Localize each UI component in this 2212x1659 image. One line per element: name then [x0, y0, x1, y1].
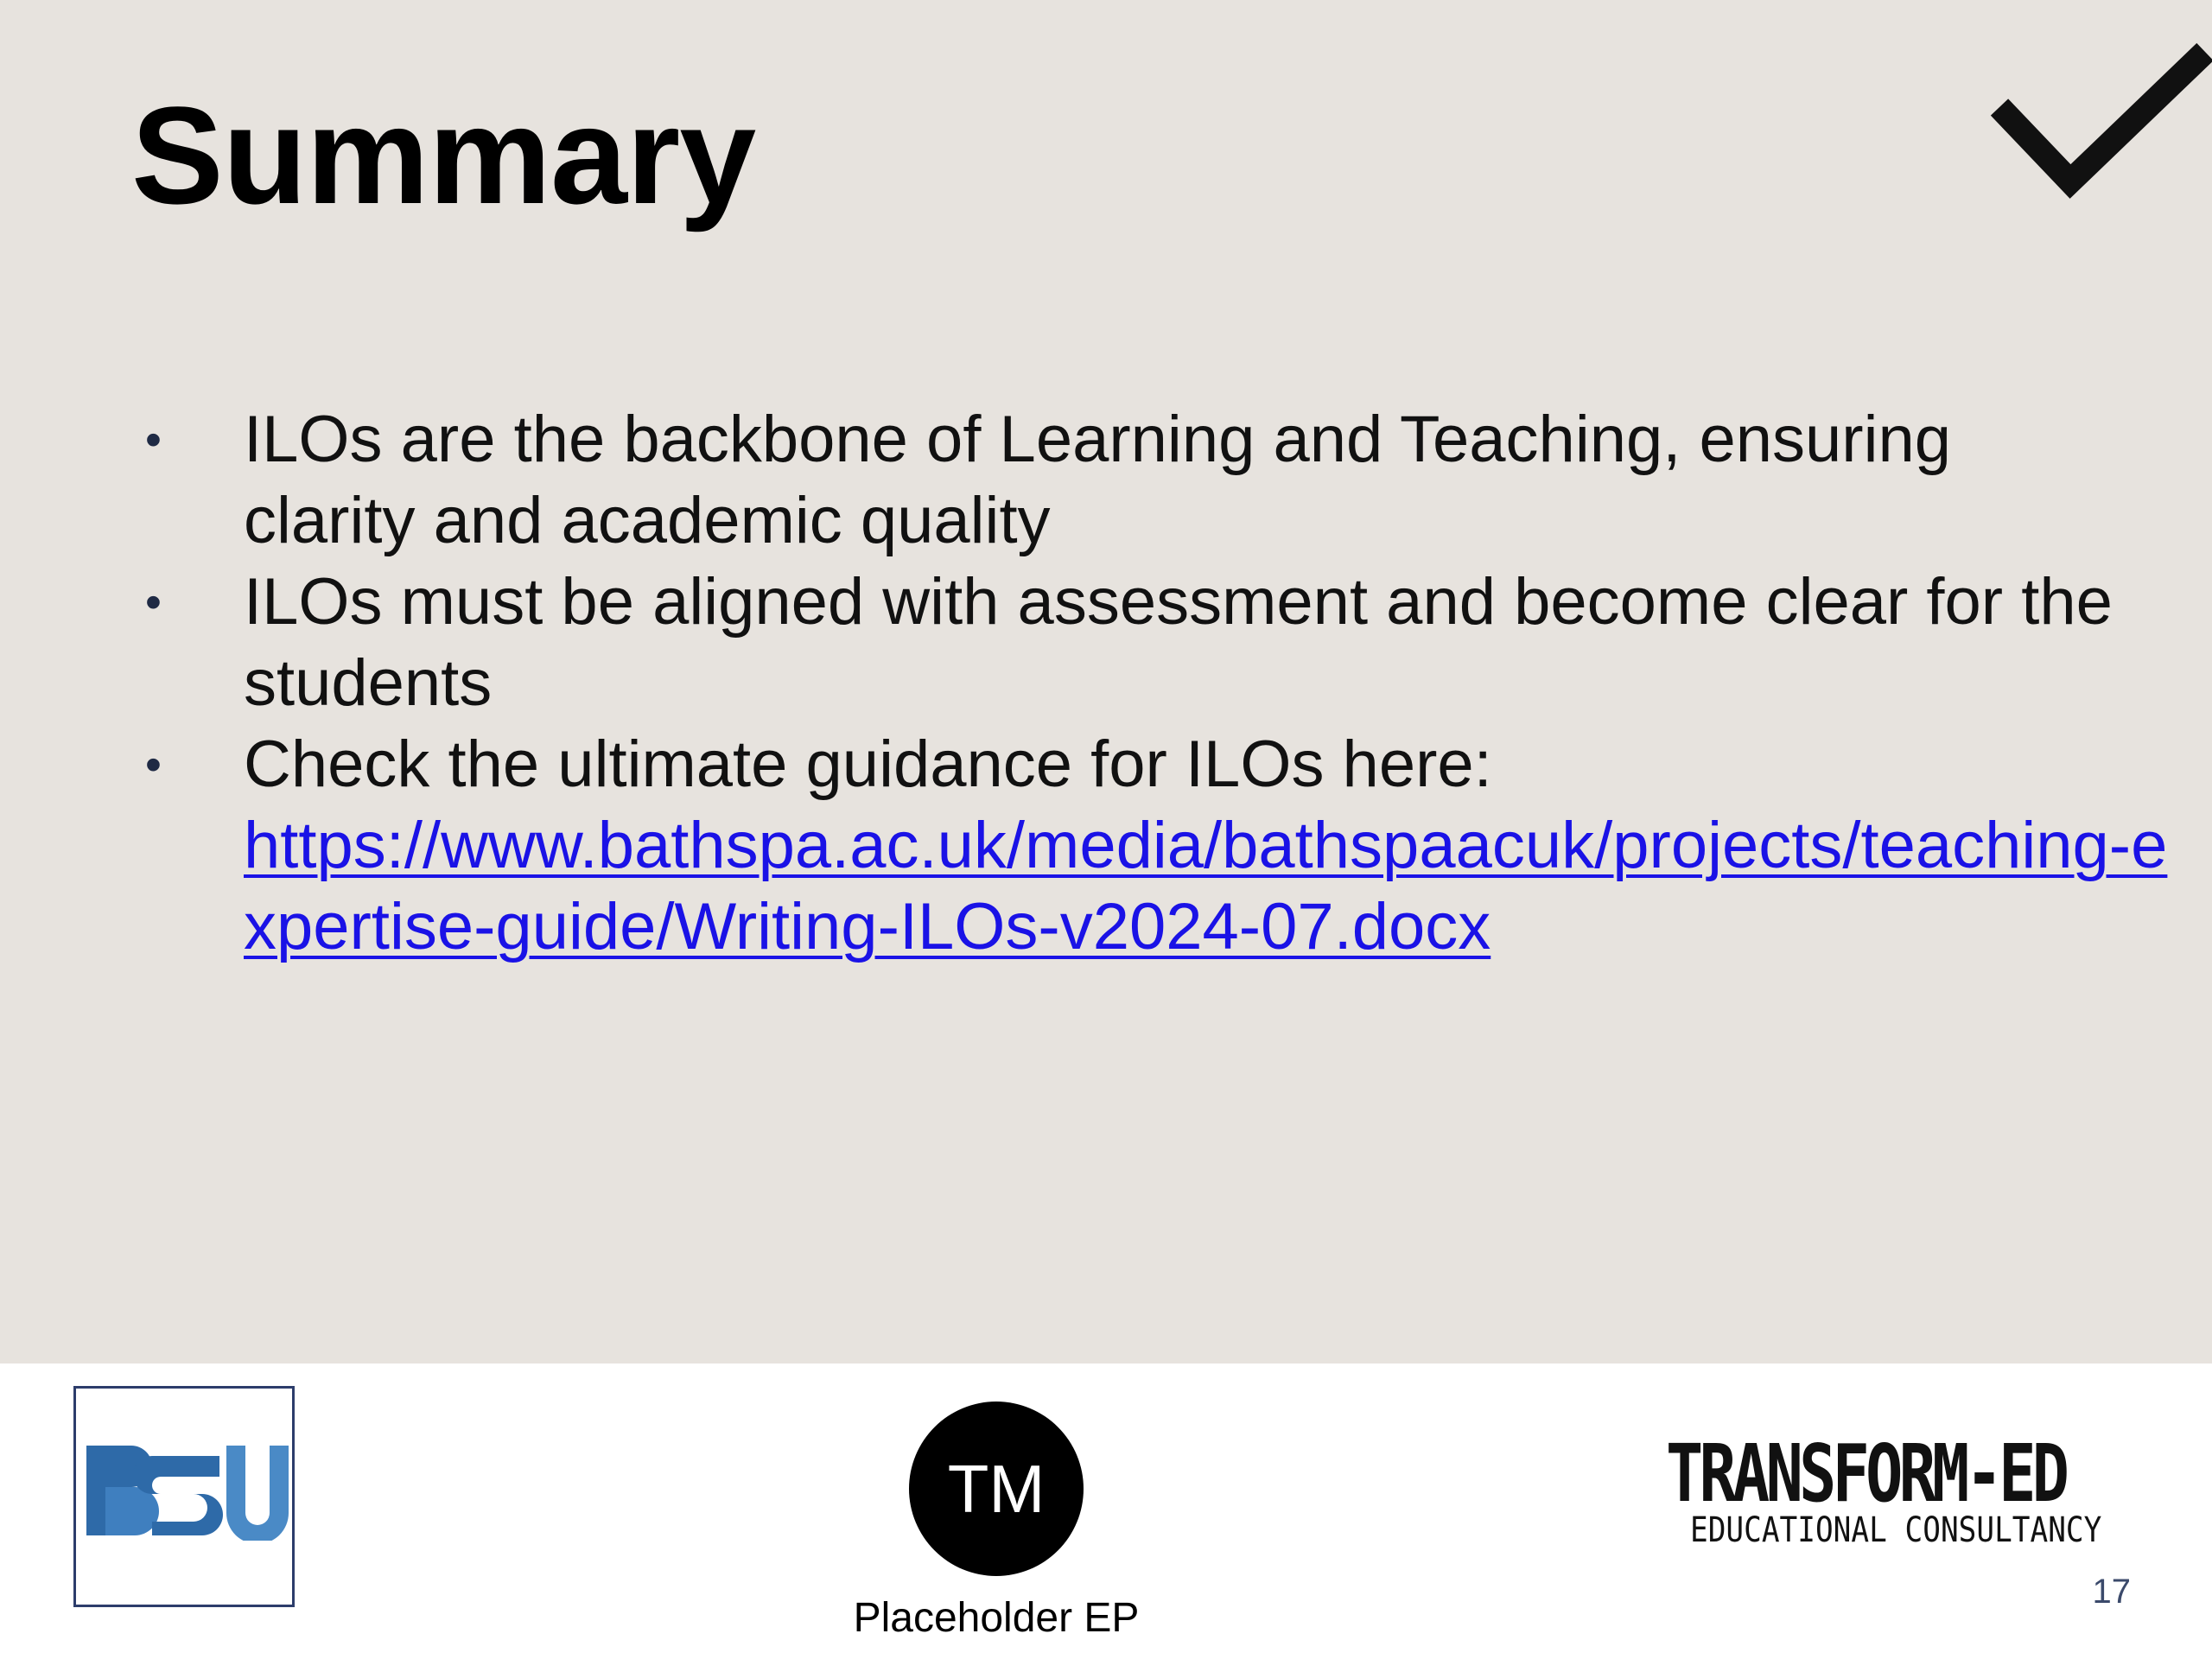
- ilo-guidance-link[interactable]: https://www.bathspa.ac.uk/media/bathspaacuk/projects/teaching-expertise-guide/Writing-ILOs-v2024-07.docx: [244, 809, 2168, 963]
- bsu-logo-mark: [81, 1440, 289, 1541]
- transform-ed-name: TRANSFORM-ED: [1666, 1427, 2066, 1520]
- bullet-text: ILOs must be aligned with assessment and become clear for the students: [244, 565, 2113, 720]
- checkmark-icon: [1987, 35, 2212, 199]
- tm-logo: TM: [909, 1402, 1084, 1576]
- bullet-marker: •: [145, 414, 162, 466]
- bsu-logo: [73, 1386, 295, 1607]
- bullet-marker: •: [145, 576, 162, 628]
- list-item: [138, 399, 2126, 562]
- bullet-marker: •: [145, 739, 162, 791]
- list-item: [138, 724, 2168, 968]
- bullet-text: ILOs are the backbone of Learning and Teaching, ensuring clarity and academic quality: [244, 403, 1951, 557]
- slide-title: Summary: [131, 78, 756, 232]
- bullet-text: Check the ultimate guidance for ILOs here:: [244, 728, 1492, 801]
- list-item: [138, 562, 2126, 724]
- page-number: 17: [2092, 1573, 2131, 1611]
- transform-ed-tagline: EDUCATIONAL CONSULTANCY: [1690, 1510, 2102, 1550]
- transform-ed-logo: [1666, 1427, 2139, 1555]
- tm-logo-caption: Placeholder EP: [853, 1595, 1140, 1641]
- bullet-list: [138, 399, 2168, 968]
